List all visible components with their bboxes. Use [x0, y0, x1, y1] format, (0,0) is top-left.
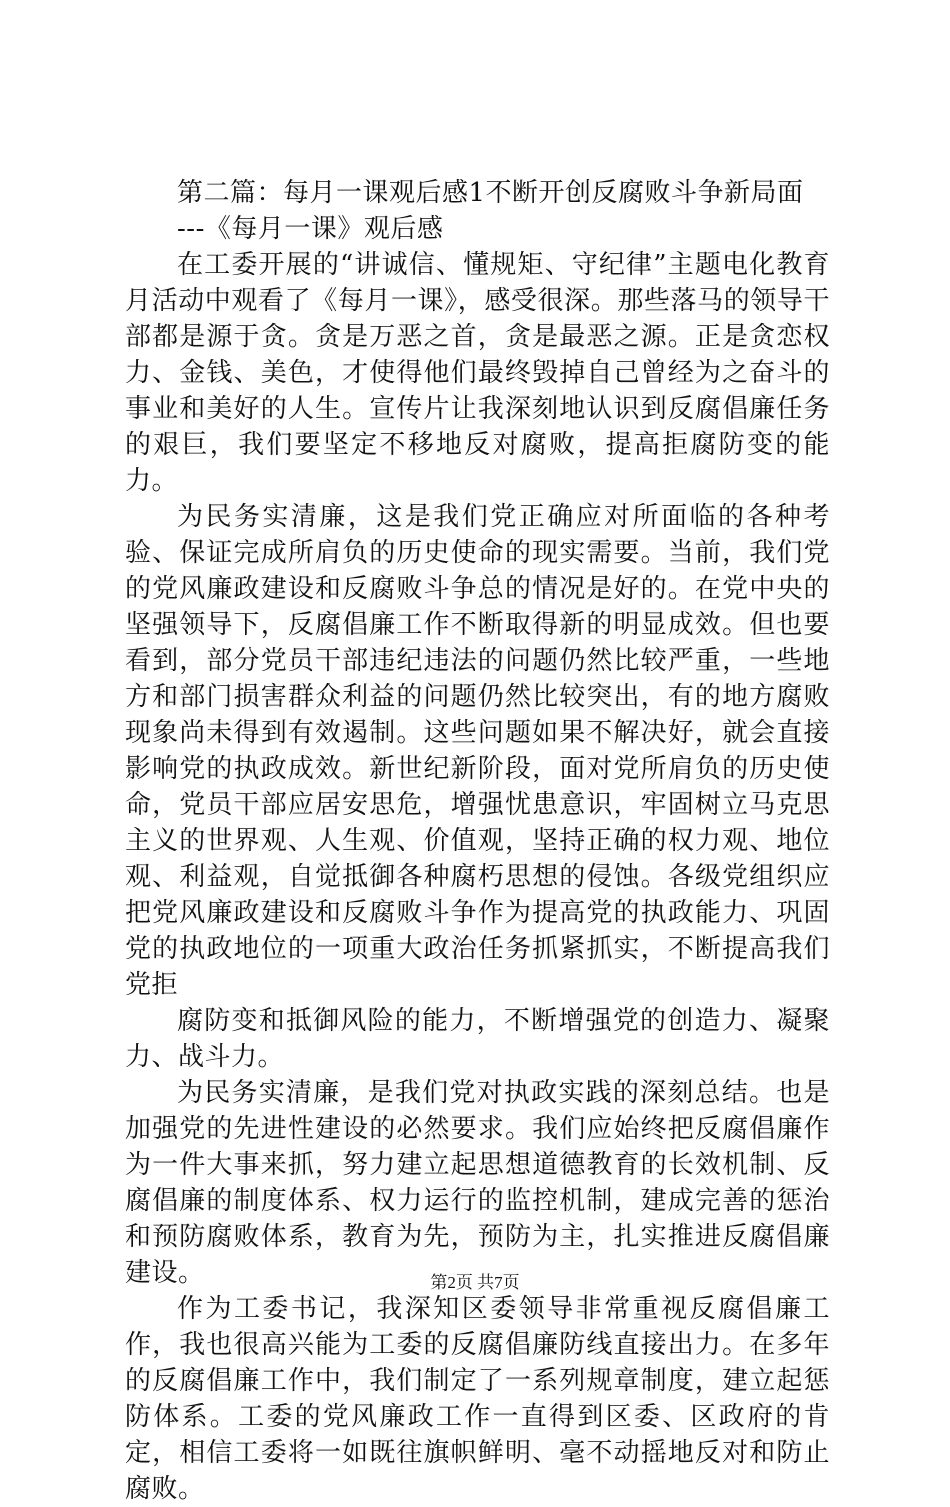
paragraph-4: 为民务实清廉，是我们党对执政实践的深刻总结。也是加强党的先进性建设的必然要求。我们应始终把反腐倡廉作为一件大事来抓，努力建立起思想道德教育的长效机制、反腐倡廉的制度体系、权力运行的监控机制，建成完善的惩治和预防腐败体系，教育为先，预防为主，扎实推进反腐倡廉建设。 — [125, 1078, 830, 1288]
paragraph-5: 作为工委书记，我深知区委领导非常重视反腐倡廉工作，我也很高兴能为工委的反腐倡廉防线直接出力。在多年的反腐倡廉工作中，我们制定了一系列规章制度，建立起惩防体系。工委的党风廉政工作一直得到区委、区政府的肯定，相信工委将一如既往旗帜鲜明、毫不动摇地反对和防止腐败。 — [125, 1294, 830, 1504]
paragraph-2: 为民务实清廉，这是我们党正确应对所面临的各种考验、保证完成所肩负的历史使命的现实需要。当前，我们党的党风廉政建设和反腐败斗争总的情况是好的。在党中央的坚强领导下，反腐倡廉工作不断取得新的明显成效。但也要看到，部分党员干部违纪违法的问题仍然比较严重，一些地方和部门损害群众利益的问题仍然比较突出，有的地方腐败现象尚未得到有效遏制。这些问题如果不解决好，就会直接影响党的执政成效。新世纪新阶段，面对党所肩负的历史使命，党员干部应居安思危，增强忧患意识，牢固树立马克思主义的世界观、人生观、价值观，坚持正确的权力观、地位观、利益观，自觉抵御各种腐朽思想的侵蚀。各级党组织应把党风廉政建设和反腐败斗争作为提高党的执政能力、巩固党的执政地位的一项重大政治任务抓紧抓实，不断提高我们党拒 — [125, 502, 830, 1000]
document-subtitle: ---《每月一课》观后感 — [177, 214, 444, 244]
paragraph-3: 腐防变和抵御风险的能力，不断增强党的创造力、凝聚力、战斗力。 — [125, 1006, 830, 1072]
paragraph-1: 在工委开展的“讲诚信、懂规矩、守纪律”主题电化教育月活动中观看了《每月一课》，感受很深。那些落马的领导干部都是源于贪。贪是万恶之首，贪是最恶之源。正是贪恋权力、金钱、美色，才使得他们最终毁掉自己曾经为之奋斗的事业和美好的人生。宣传片让我深刻地认识到反腐倡廉任务的艰巨，我们要坚定不移地反对腐败，提高拒腐防变的能力。 — [125, 250, 830, 496]
document-title: 第二篇：每月一课观后感1不断开创反腐败斗争新局面 — [177, 178, 804, 208]
page-number: 第2页 共7页 — [430, 1273, 520, 1292]
document-body — [125, 175, 830, 1507]
